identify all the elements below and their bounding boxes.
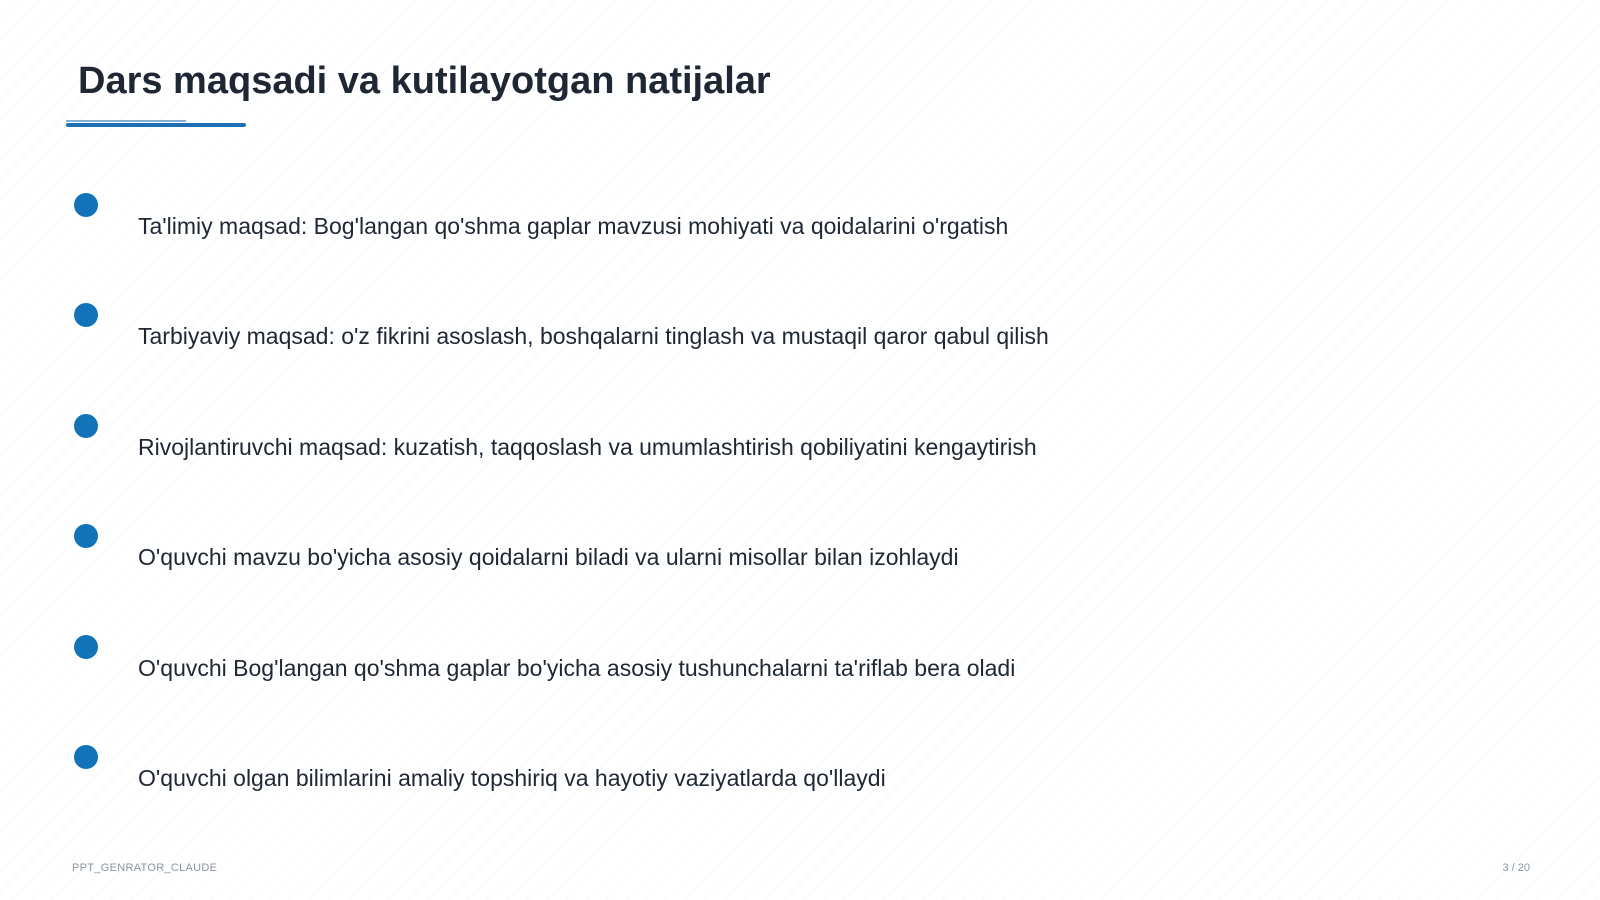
- bullet-text: O'quvchi mavzu bo'yicha asosiy qoidalarni biladi va ularni misollar bilan izohlaydi: [138, 544, 959, 570]
- bullet-text: Tarbiyaviy maqsad: o'z fikrini asoslash, boshqalarni tinglash va mustaqil qaror qabul qilish: [138, 323, 1049, 349]
- slide-title: Dars maqsadi va kutilayotgan natijalar: [78, 60, 771, 102]
- list-item: [0, 193, 1600, 253]
- bullet-dot-icon: [74, 524, 98, 548]
- list-item: [0, 745, 1600, 805]
- list-item: [0, 635, 1600, 695]
- bullet-text: Rivojlantiruvchi maqsad: kuzatish, taqqoslash va umumlashtirish qobiliyatini kengaytirish: [138, 434, 1037, 460]
- list-item: [0, 414, 1600, 474]
- bullet-dot-icon: [74, 303, 98, 327]
- bullet-dot-icon: [74, 635, 98, 659]
- list-item: [0, 524, 1600, 584]
- bullet-text: O'quvchi Bog'langan qo'shma gaplar bo'yicha asosiy tushunchalarni ta'riflab bera oladi: [138, 655, 1016, 681]
- bullet-dot-icon: [74, 745, 98, 769]
- bullet-text: Ta'limiy maqsad: Bog'langan qo'shma gaplar mavzusi mohiyati va qoidalarini o'rgatish: [138, 213, 1009, 239]
- bullet-dot-icon: [74, 193, 98, 217]
- page-number: 3 / 20: [1502, 862, 1530, 874]
- bullet-dot-icon: [74, 414, 98, 438]
- bullet-text: O'quvchi olgan bilimlarini amaliy topshiriq va hayotiy vaziyatlarda qo'llaydi: [138, 765, 886, 791]
- footer-source: PPT_GENRATOR_CLAUDE: [72, 862, 218, 874]
- list-item: [0, 303, 1600, 363]
